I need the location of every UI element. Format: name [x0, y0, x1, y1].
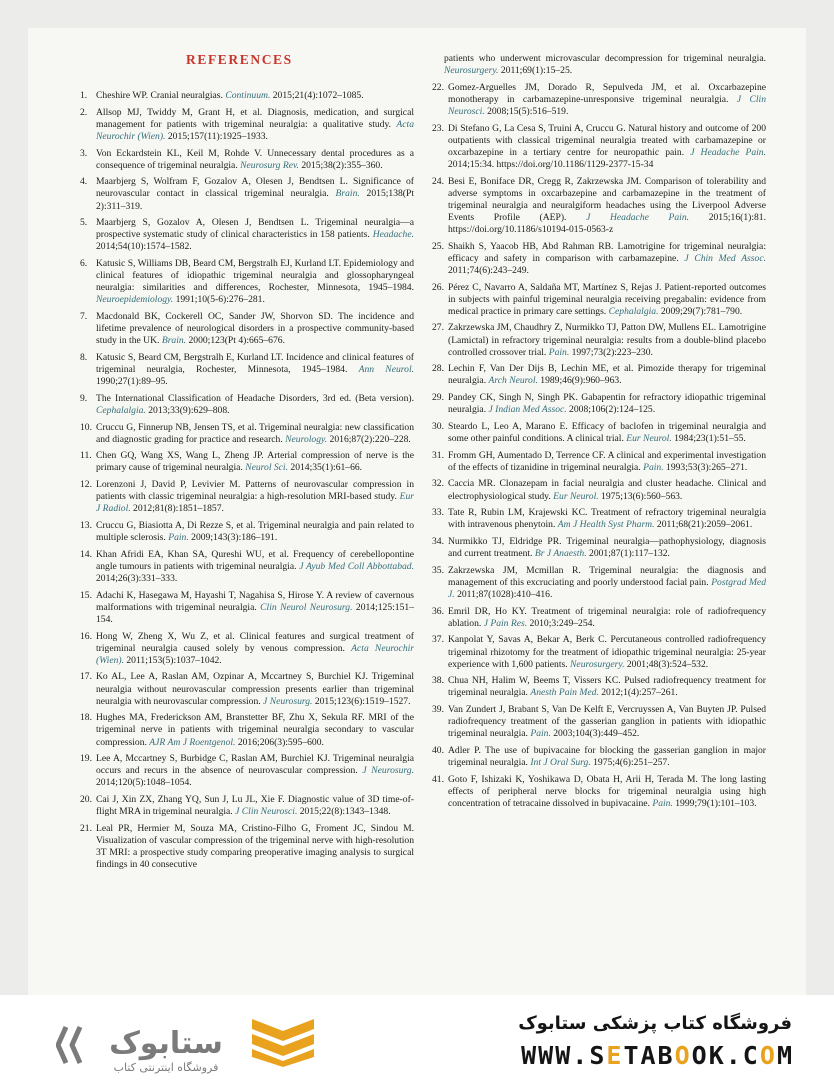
- reference-text: Lee A, Mccartney S, Burbidge C, Raslan AM, Burchiel KJ. Trigeminal neuralgia occurs and recurs in the absence of neurovascular compression.: [96, 753, 414, 777]
- reference-text: Cheshire WP. Cranial neuralgias.: [96, 90, 226, 101]
- reference-text: Cai J, Xin ZX, Zhang YQ, Sun J, Lu JL, Xie F. Diagnostic value of 3D time-of-flight MRA in trigeminal neuralgia.: [96, 794, 414, 818]
- reference-number: 11.: [80, 450, 92, 462]
- setabook-logo: [56, 1017, 246, 1075]
- reference-journal: Brain.: [335, 188, 360, 200]
- reference-item: [80, 352, 414, 388]
- reference-item: [80, 422, 414, 446]
- reference-item: [432, 704, 766, 740]
- reference-text: Steardo L, Leo A, Marano E. Efficacy of baclofen in trigeminal neuralgia and some other painful conditions. A clinical trial.: [448, 420, 766, 444]
- reference-citation: 2014;26(3):331–333.: [96, 573, 178, 584]
- reference-text: Goto F, Ishizaki K, Yoshikawa D, Obata H, Arii H, Terada M. The long lasting effects of peripheral nerve blocks for trigeminal neuralgia using high concentration of tetracaine dissolved in bupivacaine.: [448, 773, 766, 809]
- reference-citation: 2008;15(5):516–519.: [484, 105, 569, 117]
- reference-item: [80, 450, 414, 474]
- reference-text: Van Zundert J, Brabant S, Van De Kelft E, Vercruyssen A, Van Buyten JP. Pulsed radiofrequency treatment of the gasserian ganglion in patients with idiopathic trigeminal neuralgia.: [448, 704, 766, 740]
- reference-item: [80, 794, 414, 818]
- reference-citation: 1975;13(6):560–563.: [598, 490, 683, 502]
- reference-journal: J Headache Pain.: [586, 211, 690, 223]
- references-right-column: [432, 53, 766, 815]
- reference-text: Zakrzewska JM, Mcmillan R. Trigeminal neuralgia: the diagnosis and management of this excruciating and poorly understood facial pain.: [448, 564, 766, 588]
- reference-number: 37.: [432, 634, 444, 646]
- reference-journal: Postgrad Med J.: [448, 576, 766, 600]
- reference-journal: Eur Neurol.: [553, 490, 599, 502]
- reference-number: 41.: [432, 773, 444, 785]
- reference-number: 23.: [432, 122, 444, 134]
- reference-number: 39.: [432, 704, 444, 716]
- reference-text: Pandey CK, Singh N, Singh PK. Gabapentin for refractory idiopathic trigeminal neuralgia.: [448, 392, 766, 416]
- reference-number: 16.: [80, 630, 92, 642]
- reference-text: Pérez C, Navarro A, Saldaña MT, Martínez S, Rejas J. Patient-reported outcomes in subjects with painful trigeminal neuralgia receiving pregabalin: evidence from medical practice in primary care settings.: [448, 281, 766, 317]
- reference-journal: Headache.: [372, 229, 414, 241]
- reference-number: 20.: [80, 794, 92, 806]
- reference-citation: 2001;48(3):524–532.: [624, 658, 709, 670]
- reference-journal: J Clin Neurosci.: [235, 806, 298, 818]
- reference-citation: 2016;87(2):220–228.: [327, 433, 411, 445]
- reference-number: 19.: [80, 753, 92, 765]
- reference-journal: Br J Anaesth.: [534, 548, 587, 560]
- references-heading: REFERENCES: [186, 52, 293, 67]
- reference-item: [432, 478, 766, 502]
- reference-journal: J Clin Neurosci.: [448, 93, 767, 117]
- reference-citation: 2012;1(4):257–261.: [598, 687, 678, 699]
- reference-number: 9.: [80, 392, 88, 404]
- reference-item: [432, 507, 766, 531]
- reference-citation: 2011;68(21):2059–2061.: [654, 519, 753, 531]
- reference-citation: 2015;123(6):1519–1527.: [312, 695, 411, 707]
- reference-number: 35.: [432, 564, 444, 576]
- reference-citation: 2015;38(2):355–360.: [298, 159, 383, 171]
- reference-citation: 2001;87(1):117–132.: [586, 548, 670, 560]
- reference-citation: 2009;29(7):781–790.: [658, 305, 743, 317]
- reference-number: 10.: [80, 421, 92, 433]
- reference-journal: J Neurosurg.: [263, 695, 313, 707]
- reference-item: [432, 241, 766, 277]
- reference-text: Gomez-Arguelles JM, Dorado R, Sepulveda JM, et al. Oxcarbazepine monotherapy in carbamazepine-unresponsive trigeminal neuralgia.: [448, 81, 766, 105]
- reference-number: 15.: [80, 589, 92, 601]
- reference-journal: Cephalalgia.: [96, 404, 146, 416]
- reference-number: 3.: [80, 147, 88, 159]
- reference-item: [432, 536, 766, 560]
- reference-number: 14.: [80, 548, 92, 560]
- reference-item: [80, 176, 414, 212]
- reference-journal: Brain.: [161, 335, 187, 347]
- store-url: WWW.SETABOOK.COM: [521, 1041, 794, 1070]
- reference-item: [432, 176, 766, 236]
- reference-citation: 2015;157(11):1925–1933.: [165, 130, 268, 142]
- reference-text: Khan Afridi EA, Khan SA, Qureshi WU, et al. Frequency of cerebellopontine angle tumours in patients with trigeminal neuralgia.: [96, 548, 414, 572]
- reference-item: [432, 606, 766, 630]
- reference-citation: 2014;54(10):1574–1582.: [96, 241, 192, 253]
- reference-journal: Pain.: [643, 461, 664, 473]
- reference-text: Von Eckardstein KL, Keil M, Rohde V. Unnecessary dental procedures as a consequence of trigeminal neuralgia.: [96, 147, 414, 171]
- reference-citation: 2015;21(4):1072–1085.: [270, 90, 364, 101]
- reference-number: 12.: [80, 479, 92, 491]
- reference-citation: 2013;33(9):629–808.: [145, 404, 230, 416]
- reference-text: Tate R, Rubin LM, Krajewski KC. Treatment of refractory trigeminal neuralgia with intravenous phenytoin.: [448, 507, 766, 531]
- reference-text: Hughes MA, Frederickson AM, Branstetter BF, Zhu X, Sekula RF. MRI of the trigeminal nerve in patients with trigeminal neuralgia secondary to vascular compression.: [96, 712, 414, 748]
- reference-item: [80, 393, 414, 417]
- reference-citation: 2003;104(3):449–452.: [550, 728, 640, 740]
- reference-number: 2.: [80, 106, 88, 118]
- reference-text: Fromm GH, Aumentado D, Terrence CF. A clinical and experimental investigation of the effects of tizanidine in trigeminal neuralgia.: [448, 449, 766, 473]
- reference-number: 5.: [80, 217, 88, 229]
- reference-item: [80, 712, 414, 748]
- reference-text: Cruccu G, Biasiotta A, Di Rezze S, et al. Trigeminal neuralgia and pain related to multiple sclerosis.: [96, 520, 414, 544]
- reference-citation: 2011;74(6):243–249.: [448, 264, 529, 276]
- reference-journal: Ann Neurol.: [358, 364, 415, 376]
- reference-number: 13.: [80, 520, 92, 532]
- reference-item: [80, 549, 414, 585]
- store-footer: [0, 995, 834, 1080]
- reference-journal: Acta Neurochir (Wien).: [96, 642, 415, 666]
- reference-item: [80, 90, 414, 102]
- reference-number: 18.: [80, 712, 92, 724]
- reference-item: [80, 753, 414, 789]
- reference-journal: Am J Health Syst Pharm.: [557, 519, 655, 531]
- reference-text: Leal PR, Hermier M, Souza MA, Cristino-Filho G, Froment JC, Sindou M. Visualization of vascular compression of the trigeminal nerve with high-resolution 3T MRI: a prospective study comparing preoperative imaging analysis to surgical findings in 40 consecutive: [96, 822, 414, 871]
- reference-item: [80, 671, 414, 707]
- reference-item: [80, 520, 414, 544]
- reference-text: Emril DR, Ho KY. Treatment of trigeminal neuralgia: role of radiofrequency ablation.: [448, 605, 766, 629]
- reference-citation: 1975;4(6):251–257.: [590, 757, 670, 769]
- reference-citation: 2016;206(3):595–600.: [235, 736, 324, 748]
- reference-text: Maarbjerg S, Gozalov A, Olesen J, Bendtsen L. Trigeminal neuralgia—a prospective systematic study of clinical characteristics in 158 patients.: [96, 217, 414, 241]
- reference-citation: 2015;22(8):1343–1348.: [297, 806, 391, 818]
- reference-number: 7.: [80, 311, 88, 323]
- reference-item: [432, 774, 766, 810]
- reference-journal: Eur J Radiol.: [96, 491, 414, 515]
- reference-item: [80, 479, 414, 515]
- reference-journal: AJR Am J Roentgenol.: [149, 736, 236, 748]
- reference-journal: Neurosurgery.: [570, 658, 625, 670]
- reference-item: [432, 82, 766, 118]
- reference-text: Allsop MJ, Twiddy M, Grant H, et al. Diagnosis, medication, and surgical management for patients with trigeminal neuralgia: a qualitative study.: [96, 106, 414, 130]
- reference-item: [432, 322, 766, 358]
- reference-number: 21.: [80, 822, 92, 834]
- reference-item: [80, 258, 414, 306]
- reference-journal: J Chin Med Assoc.: [684, 252, 766, 264]
- reference-citation: 1997;73(2):223–230.: [569, 346, 653, 358]
- reference-text: Nurmikko TJ, Eldridge PR. Trigeminal neuralgia—pathophysiology, diagnosis and current treatment.: [448, 536, 766, 560]
- reference-journal: Neurosurg Rev.: [240, 159, 299, 171]
- reference-text: Shaikh S, Yaacob HB, Abd Rahman RB. Lamotrigine for trigeminal neuralgia: efficacy and safety in comparison with carbamazepine.: [448, 240, 766, 264]
- reference-citation: 2015;16(1):81. https://doi.org/10.1186/s10194-015-0563-z: [448, 211, 766, 235]
- reference-citation: 1989;46(9):960–963.: [537, 375, 622, 387]
- reference-citation: 2010;3:249–254.: [527, 617, 595, 629]
- reference-citation: 2015;138(Pt 2):311–319.: [96, 188, 414, 212]
- reference-number: 1.: [80, 90, 88, 101]
- reference-text: Kanpolat Y, Savas A, Bekar A, Berk C. Percutaneous controlled radiofrequency trigeminal rhizotomy for the treatment of idiopathic trigeminal neuralgia: 25-year experience with 1,600 patients.: [448, 634, 766, 670]
- reference-item: [432, 675, 766, 699]
- reference-journal: J Headache Pain.: [690, 146, 766, 158]
- reference-number: 6.: [80, 258, 88, 270]
- reference-number: 28.: [432, 363, 444, 375]
- reference-number: 17.: [80, 671, 92, 683]
- reference-number: 38.: [432, 675, 444, 687]
- reference-journal: Neurol Sci.: [245, 462, 288, 474]
- reference-citation: 2014;35(1):61–66.: [288, 462, 363, 474]
- reference-journal: Int J Oral Surg.: [530, 757, 591, 769]
- reference-journal: Cephalalgia.: [608, 305, 659, 317]
- reference-text: Cruccu G, Finnerup NB, Jensen TS, et al. Trigeminal neuralgia: new classification and diagnostic grading for practice and research.: [96, 421, 414, 445]
- reference-journal: Clin Neurol Neurosurg.: [260, 601, 353, 613]
- reference-text: Besi E, Boniface DR, Cregg R, Zakrzewska JM. Comparison of tolerability and adverse symptoms in oxcarbazepine and carbamazepine in the treatment of trigeminal neuralgia and neuralgiform headaches using the Liverpool Adverse Events Profile (AEP).: [448, 175, 766, 223]
- reference-journal: Pain.: [530, 728, 551, 740]
- reference-journal: Pain.: [168, 532, 189, 544]
- reference-item: [432, 123, 766, 171]
- reference-item: [432, 634, 766, 670]
- reference-item: [80, 590, 414, 626]
- reference-number: 25.: [432, 240, 444, 252]
- references-left-column: [80, 90, 414, 876]
- logo-text: ستابوک: [109, 1026, 223, 1061]
- reference-text: Katusic S, Williams DB, Beard CM, Bergstralh EJ, Kurland LT. Epidemiology and clinical features of idiopathic trigeminal neuralgia and glossopharyngeal neuralgia: similarities and differences, Rochester, Minnesota, 1945–1984.: [96, 258, 414, 294]
- reference-journal: J Ayub Med Coll Abbottabad.: [299, 560, 414, 572]
- reference-citation: 1991;10(5-6):276–281.: [173, 294, 265, 306]
- reference-number: 31.: [432, 449, 444, 461]
- reference-text: Caccia MR. Clonazepam in facial neuralgia and cluster headache. Clinical and electrophysiological study.: [448, 478, 766, 502]
- reference-citation: 2011;87(1028):410–416.: [454, 588, 553, 600]
- reference-journal: J Pain Res.: [483, 617, 528, 629]
- reference-text: The International Classification of Headache Disorders, 3rd ed. (Beta version).: [96, 392, 414, 404]
- reference-text: Hong W, Zheng X, Wu Z, et al. Clinical features and surgical treatment of trigeminal neuralgia caused solely by venous compression.: [96, 630, 414, 654]
- reference-citation: 2011;153(5):1037–1042.: [123, 654, 222, 666]
- reference-journal: Pain.: [548, 346, 570, 358]
- reference-text: Chua NH, Halim W, Beems T, Vissers KC. Pulsed radiofrequency treatment for trigeminal neuralgia.: [448, 675, 766, 699]
- reference-journal: Continuum.: [225, 90, 271, 101]
- reference-text: Katusic S, Beard CM, Bergstralh E, Kurland LT. Incidence and clinical features of trigeminal neuralgia, Rochester, Minnesota, 1945–1984.: [96, 351, 414, 376]
- reference-item: [80, 107, 414, 143]
- reference-text: Zakrzewska JM, Chaudhry Z, Nurmikko TJ, Patton DW, Mullens EL. Lamotrigine (Lamictal) in refractory trigeminal neuralgia: results from a double-blind placebo controlled crossover trial.: [448, 322, 766, 358]
- reference-journal: Anesth Pain Med.: [530, 687, 599, 699]
- reference-journal: Neuroepidemiology.: [96, 294, 174, 306]
- reference-item: [80, 823, 414, 871]
- reference-item: [432, 392, 766, 416]
- reference-21-continuation: patients who underwent microvascular decompression for trigeminal neuralgia. Neurosurgery. 2011;69(1):15–25.: [444, 53, 766, 77]
- reference-text: Macdonald BK, Cockerell OC, Sander JW, Shorvon SD. The incidence and lifetime prevalence of neurological disorders in a prospective community-based study in the UK.: [96, 311, 414, 347]
- book-chevron-icon: [246, 1015, 320, 1067]
- reference-item: [432, 450, 766, 474]
- reference-text: Maarbjerg S, Wolfram F, Gozalov A, Olesen J, Bendtsen L. Significance of neurovascular contact in classical trigeminal neuralgia.: [96, 176, 414, 200]
- reference-citation: 2009;143(3):186–191.: [188, 532, 278, 544]
- reference-number: 30.: [432, 420, 444, 432]
- reference-item: [80, 311, 414, 347]
- reference-text: Adler P. The use of bupivacaine for blocking the gasserian ganglion in major trigeminal neuralgia.: [448, 744, 766, 769]
- reference-number: 29.: [432, 392, 444, 404]
- reference-citation: 2000;123(Pt 4):665–676.: [186, 335, 285, 347]
- reference-journal: Pain.: [652, 797, 673, 809]
- reference-journal: J Indian Med Assoc.: [488, 404, 567, 416]
- reference-citation: 2012;81(8):1851–1857.: [130, 503, 224, 515]
- reference-journal: Eur Neurol.: [626, 432, 672, 444]
- reference-number: 4.: [80, 176, 88, 188]
- reference-journal: Acta Neurochir (Wien).: [96, 118, 414, 142]
- reference-item: [432, 363, 766, 387]
- reference-text: Adachi K, Hasegawa M, Hayashi T, Nagahisa S, Hirose Y. A review of cavernous malformations with trigeminal neuralgia.: [96, 589, 414, 613]
- store-name: فروشگاه کتاب پزشکی ستابوک: [518, 1013, 792, 1034]
- reference-citation: 1999;79(1):101–103.: [672, 797, 757, 809]
- reference-item: [432, 282, 766, 318]
- reference-number: 8.: [80, 351, 88, 363]
- reference-item: [432, 421, 766, 445]
- reference-citation: 2014;125:151–154.: [96, 601, 414, 625]
- reference-citation: 1990;27(1):89–95.: [96, 376, 168, 388]
- reference-text: Lechin F, Van Der Dijs B, Lechin ME, et al. Pimozide therapy for trigeminal neuralgia.: [448, 363, 766, 387]
- reference-item: [80, 631, 414, 667]
- logo-subtext: فروشگاه اینترنتی کتاب: [113, 1061, 219, 1074]
- reference-journal: Arch Neurol.: [488, 375, 538, 387]
- reference-citation: 1993;53(3):265–271.: [663, 461, 748, 473]
- reference-number: 33.: [432, 507, 444, 519]
- reference-citation: 2008;106(2):124–125.: [566, 404, 656, 416]
- reference-number: 40.: [432, 744, 444, 756]
- reference-text: Chen GQ, Wang XS, Wang L, Zheng JP. Arterial compression of nerve is the primary cause of trigeminal neuralgia.: [96, 450, 414, 474]
- reference-number: 27.: [432, 322, 444, 334]
- reference-item: [80, 148, 414, 172]
- reference-citation: 1984;23(1):51–55.: [671, 432, 746, 444]
- reference-journal: Neurology.: [285, 433, 328, 445]
- reference-number: 34.: [432, 536, 444, 547]
- reference-journal: J Neurosurg.: [362, 765, 414, 777]
- reference-citation: 2014;120(5):1048–1054.: [96, 777, 192, 789]
- reference-number: 26.: [432, 281, 444, 293]
- reference-text: Di Stefano G, La Cesa S, Truini A, Cruccu G. Natural history and outcome of 200 outpatients with classical trigeminal neuralgia treated with carbamazepine or oxcarbazepine in a tertiary centre for neuropathic pain.: [448, 122, 766, 158]
- reference-citation: 2014;15:34. https://doi.org/10.1186/1129-2377-15-34: [448, 158, 654, 170]
- reference-number: 24.: [432, 175, 444, 187]
- reference-text: Ko AL, Lee A, Raslan AM, Ozpinar A, Mccartney S, Burchiel KJ. Trigeminal neuralgia without neurovascular compression presents earlier than trigeminal neuralgia with neurovascular compression.: [96, 671, 414, 707]
- reference-item: [432, 565, 766, 601]
- reference-number: 32.: [432, 478, 444, 490]
- reference-item: [80, 217, 414, 253]
- reference-item: [432, 745, 766, 769]
- reference-number: 36.: [432, 605, 444, 617]
- reference-number: 22.: [432, 81, 444, 93]
- reference-text: Lorenzoni J, David P, Levivier M. Patterns of neurovascular compression in patients with classic trigeminal neuralgia: a high-resolution MRI-based study.: [96, 479, 414, 503]
